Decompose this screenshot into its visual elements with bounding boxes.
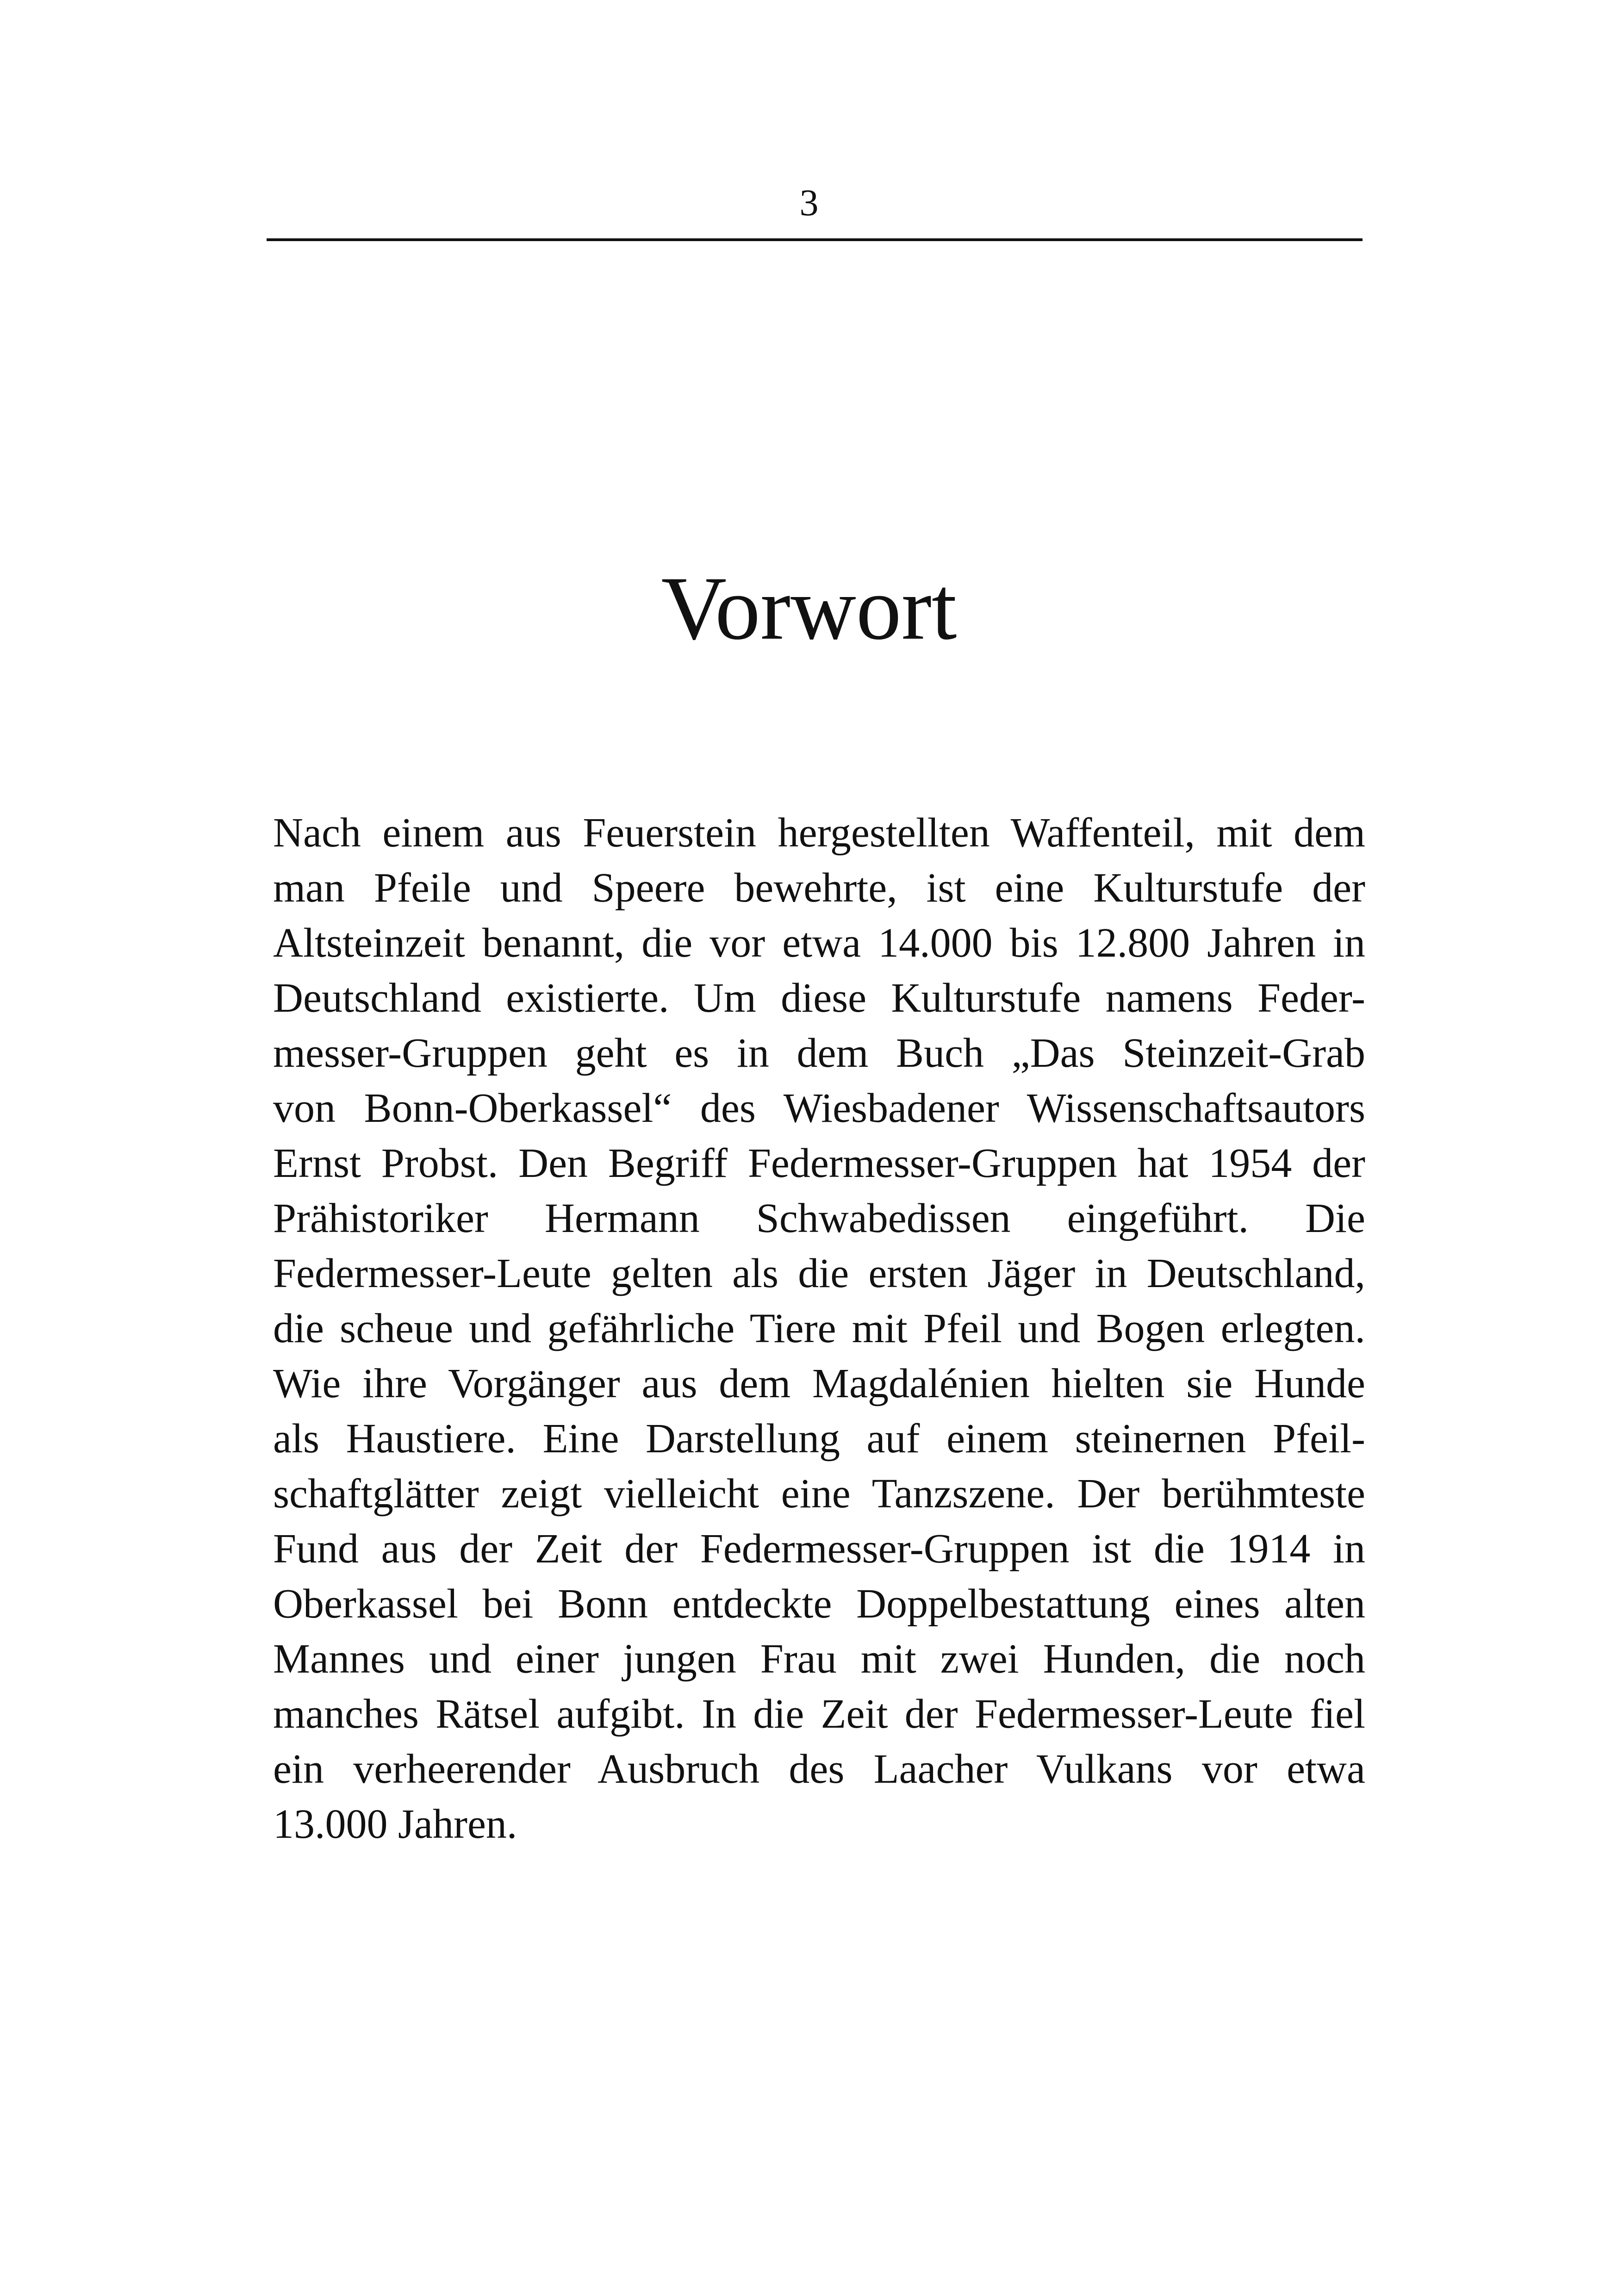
text-line: Prähistoriker Hermann Schwabedissen eingeführt. Die [273,1195,1365,1241]
text-line: Altsteinzeit benannt, die vor etwa 14.000 bis 12.800 Jahren in [273,920,1365,966]
text-line: Nach einem aus Feuerstein hergestellten Waffenteil, mit dem [273,810,1365,856]
text-line: Deutschland existierte. Um diese Kulturstufe namens Feder- [273,975,1365,1021]
text-line: die scheue und gefährliche Tiere mit Pfeil und Bogen erlegten. [273,1306,1365,1351]
body-paragraph [273,805,1365,1852]
text-line: manches Rätsel aufgibt. In die Zeit der Federmesser-Leute fiel [273,1691,1365,1737]
text-line: ein verheerender Ausbruch des Laacher Vulkans vor etwa [273,1746,1365,1792]
text-line: Wie ihre Vorgänger aus dem Magdalénien hielten sie Hunde [273,1361,1365,1406]
header-rule [267,238,1363,241]
text-line: Fund aus der Zeit der Federmesser-Gruppen ist die 1914 in [273,1526,1365,1572]
text-line: man Pfeile und Speere bewehrte, ist eine Kulturstufe der [273,865,1365,911]
text-line: messer-Gruppen geht es in dem Buch „Das Steinzeit-Grab [273,1030,1365,1076]
text-line: Oberkassel bei Bonn entdeckte Doppelbestattung eines alten [273,1581,1365,1627]
text-line: Federmesser-Leute gelten als die ersten Jäger in Deutschland, [273,1251,1365,1296]
text-line: Ernst Probst. Den Begriff Federmesser-Gruppen hat 1954 der [273,1140,1365,1186]
chapter-title: Vorwort [661,558,957,659]
text-line: Mannes und einer jungen Frau mit zwei Hunden, die noch [273,1636,1365,1682]
text-line: als Haustiere. Eine Darstellung auf einem steinernen Pfeil- [273,1416,1365,1462]
page-number: 3 [799,181,819,224]
text-line: von Bonn-Oberkassel“ des Wiesbadener Wissenschaftsautors [273,1085,1365,1131]
text-line: schaftglätter zeigt vielleicht eine Tanzszene. Der berühmteste [273,1471,1365,1517]
text-line: 13.000 Jahren. [273,1801,517,1847]
